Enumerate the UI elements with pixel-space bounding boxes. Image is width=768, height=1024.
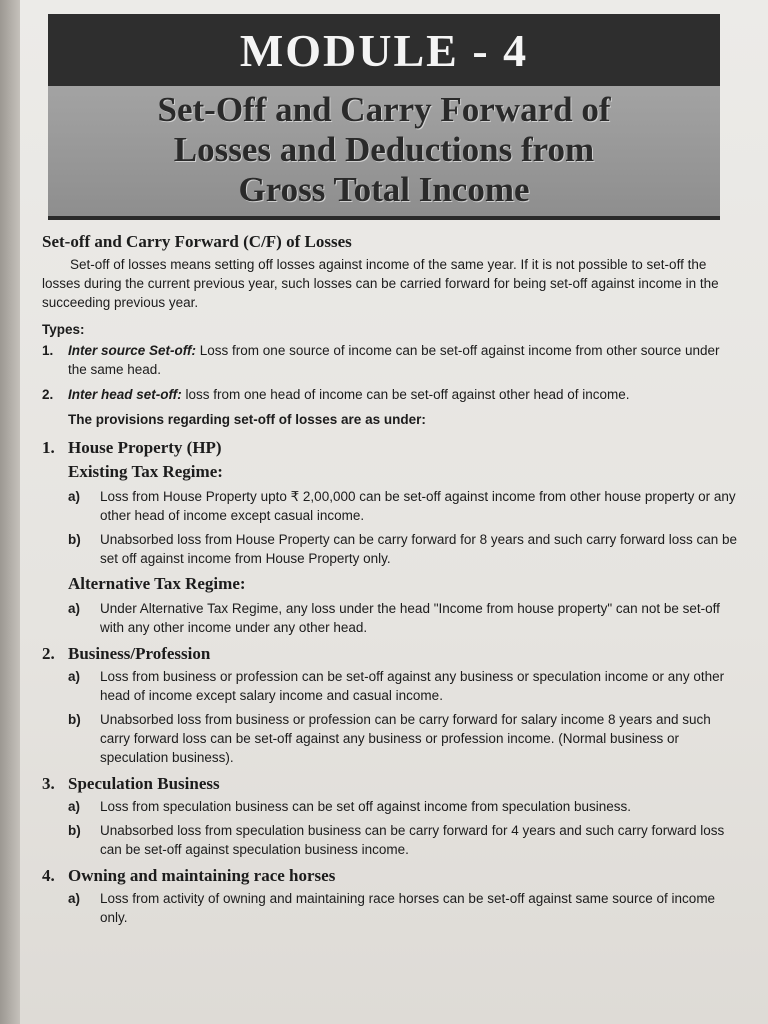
list-item-label: a) — [68, 489, 81, 504]
list-item-label: b) — [68, 532, 81, 547]
intro-heading: Set-off and Carry Forward (C/F) of Losses — [42, 232, 352, 251]
list-item-label: a) — [68, 891, 81, 906]
type-item-body — [68, 385, 630, 404]
chapter-title-line-3: Gross Total Income — [238, 170, 530, 209]
list-item-text: Unabsorbed loss from speculation business can be carry forward for 4 years and such carry forward loss can be set-off against speculation business income. — [100, 823, 725, 857]
type-item-number: 1. — [42, 343, 54, 358]
section-number: 3. — [42, 774, 55, 793]
book-page — [20, 0, 768, 1024]
list-item — [68, 667, 742, 705]
list-item — [68, 487, 742, 525]
type-item-text: loss from one head of income can be set-off against other head of income. — [181, 387, 630, 402]
list-item-label: b) — [68, 823, 81, 838]
section-house-property-heading — [42, 437, 742, 459]
section-title: Speculation Business — [68, 774, 220, 793]
type-item-number: 2. — [42, 387, 54, 402]
type-item-body — [68, 341, 742, 379]
list-item-label: b) — [68, 712, 81, 727]
list-item — [68, 530, 742, 568]
section-speculation-heading — [42, 773, 742, 795]
existing-tax-regime-heading: Existing Tax Regime: — [68, 462, 223, 481]
section-business-heading — [42, 643, 742, 665]
type-item-term: Inter source Set-off: — [68, 343, 197, 358]
chapter-title-line-2: Losses and Deductions from — [173, 130, 595, 169]
list-item-text: Unabsorbed loss from business or profession can be carry forward for salary income 8 years and such carry forward loss can be set-off against any business or profession income. (Normal business or speculation business). — [100, 712, 711, 765]
section-number: 1. — [42, 438, 55, 457]
list-item-label: a) — [68, 799, 81, 814]
list-item — [68, 797, 742, 816]
chapter-title-line-1: Set-Off and Carry Forward of — [157, 90, 611, 129]
list-item-label: a) — [68, 669, 81, 684]
list-item-text: Unabsorbed loss from House Property can be carry forward for 8 years and such carry forward loss can be set off against income from House Property only. — [100, 532, 738, 566]
section-number: 2. — [42, 644, 55, 663]
list-item-text: Under Alternative Tax Regime, any loss under the head "Income from house property" can not be set-off with any other income under any other head. — [100, 601, 720, 635]
list-item-text: Loss from House Property upto ₹ 2,00,000 can be set-off against income from other house property or any other head of income except casual income. — [100, 489, 736, 523]
list-item-label: a) — [68, 601, 81, 616]
type-item-inter-source — [42, 341, 742, 379]
section-title: House Property (HP) — [68, 438, 222, 457]
section-number: 4. — [42, 866, 55, 885]
module-title: MODULE - 4 — [239, 24, 529, 76]
section-title: Owning and maintaining race horses — [68, 866, 336, 885]
type-item-term: Inter head set-off: — [68, 387, 182, 402]
list-item-text: Loss from speculation business can be set off against income from speculation business. — [100, 799, 632, 814]
types-label: Types: — [42, 322, 85, 337]
section-race-horses-heading — [42, 865, 742, 887]
list-item — [68, 599, 742, 637]
section-title: Business/Profession — [68, 644, 211, 663]
list-item-text: Loss from business or profession can be set-off against any business or speculation income or any other head of income except salary income and casual income. — [100, 669, 725, 703]
book-spine-shadow — [0, 0, 22, 1024]
chapter-title-box — [48, 86, 720, 220]
list-item — [68, 889, 742, 927]
type-item-inter-head — [42, 385, 742, 404]
type-item-text: Loss from one source of income can be set-off against income from other source under the same head. — [68, 343, 720, 377]
page-content — [42, 226, 742, 932]
intro-paragraph: Set-off of losses means setting off losses against income of the same year. If it is not possible to set-off the losses during the current previous year, such losses can be carried forward for being set-off against income in the succeeding previous year. — [42, 257, 719, 310]
module-banner — [48, 14, 720, 86]
alternative-tax-regime-heading: Alternative Tax Regime: — [68, 574, 246, 593]
provisions-intro: The provisions regarding set-off of losses are as under: — [68, 412, 426, 427]
list-item-text: Loss from activity of owning and maintaining race horses can be set-off against same source of income only. — [100, 891, 716, 925]
list-item — [68, 821, 742, 859]
list-item — [68, 710, 742, 767]
